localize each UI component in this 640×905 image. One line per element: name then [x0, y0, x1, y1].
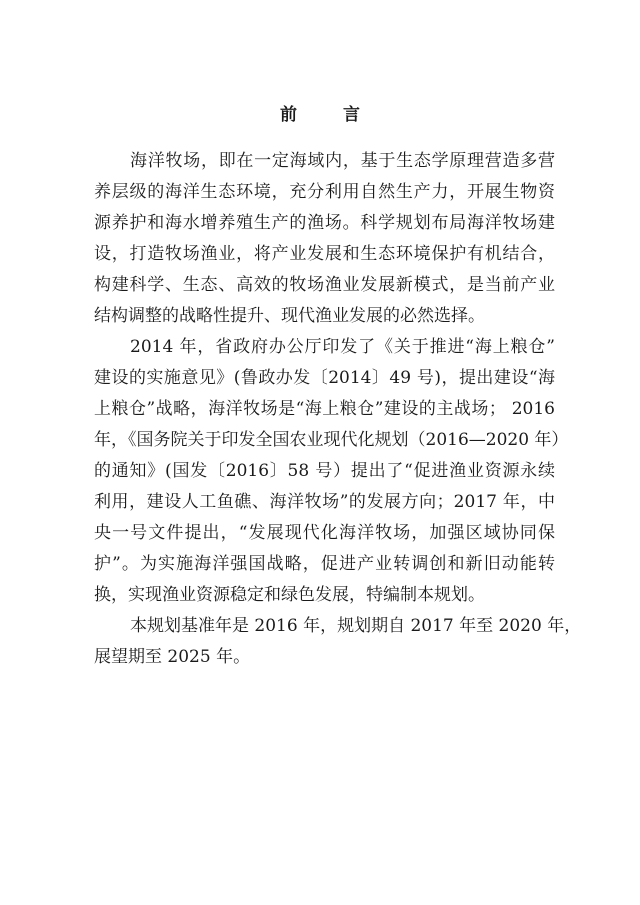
page-title: 前 言	[280, 105, 380, 125]
text-line: 设，打造牧场渔业，将产业发展和生态环境保护有机结合，	[94, 244, 555, 264]
text-line: 构建科学、生态、高效的牧场渔业发展新模式，是当前产业	[94, 275, 555, 295]
text-line: 2014 年，省政府办公厅印发了《关于推进“海上粮仓”	[130, 337, 555, 357]
text-line: 上粮仓”战略，海洋牧场是“海上粮仓”建设的主战场； 2016	[94, 399, 555, 419]
text-line: 建设的实施意见》(鲁政办发〔2014〕49 号)，提出建设“海	[94, 368, 555, 388]
paragraph-policy	[94, 332, 569, 611]
text-line: 利用，建设人工鱼礁、海洋牧场”的发展方向；2017 年，中	[94, 492, 555, 512]
paragraph-timeline	[94, 611, 582, 673]
text-line: 养层级的海洋生态环境，充分利用自然生产力，开展生物资	[94, 182, 555, 202]
text-line: 央一号文件提出，“发展现代化海洋牧场，加强区域协同保	[94, 523, 555, 543]
text-line: 换，实现渔业资源稳定和绿色发展，特编制本规划。	[94, 585, 485, 605]
paragraph-intro	[94, 146, 555, 332]
text-line: 护”。为实施海洋强国战略，促进产业转调创和新旧动能转	[94, 554, 555, 574]
text-line: 海洋牧场，即在一定海域内，基于生态学原理营造多营	[130, 151, 555, 171]
text-line: 结构调整的战略性提升、现代渔业发展的必然选择。	[94, 306, 485, 326]
text-line: 的通知》(国发〔2016〕58 号）提出了“促进渔业资源永续	[94, 461, 555, 481]
text-line: 展望期至 2025 年。	[94, 647, 251, 667]
text-line: 年，《国务院关于印发全国农业现代化规划（2016—2020 年）	[94, 430, 569, 450]
document-body	[94, 146, 582, 673]
text-line: 源养护和海水增养殖生产的渔场。科学规划布局海洋牧场建	[94, 213, 555, 233]
text-line: 本规划基准年是 2016 年，规划期自 2017 年至 2020 年，	[130, 616, 582, 636]
